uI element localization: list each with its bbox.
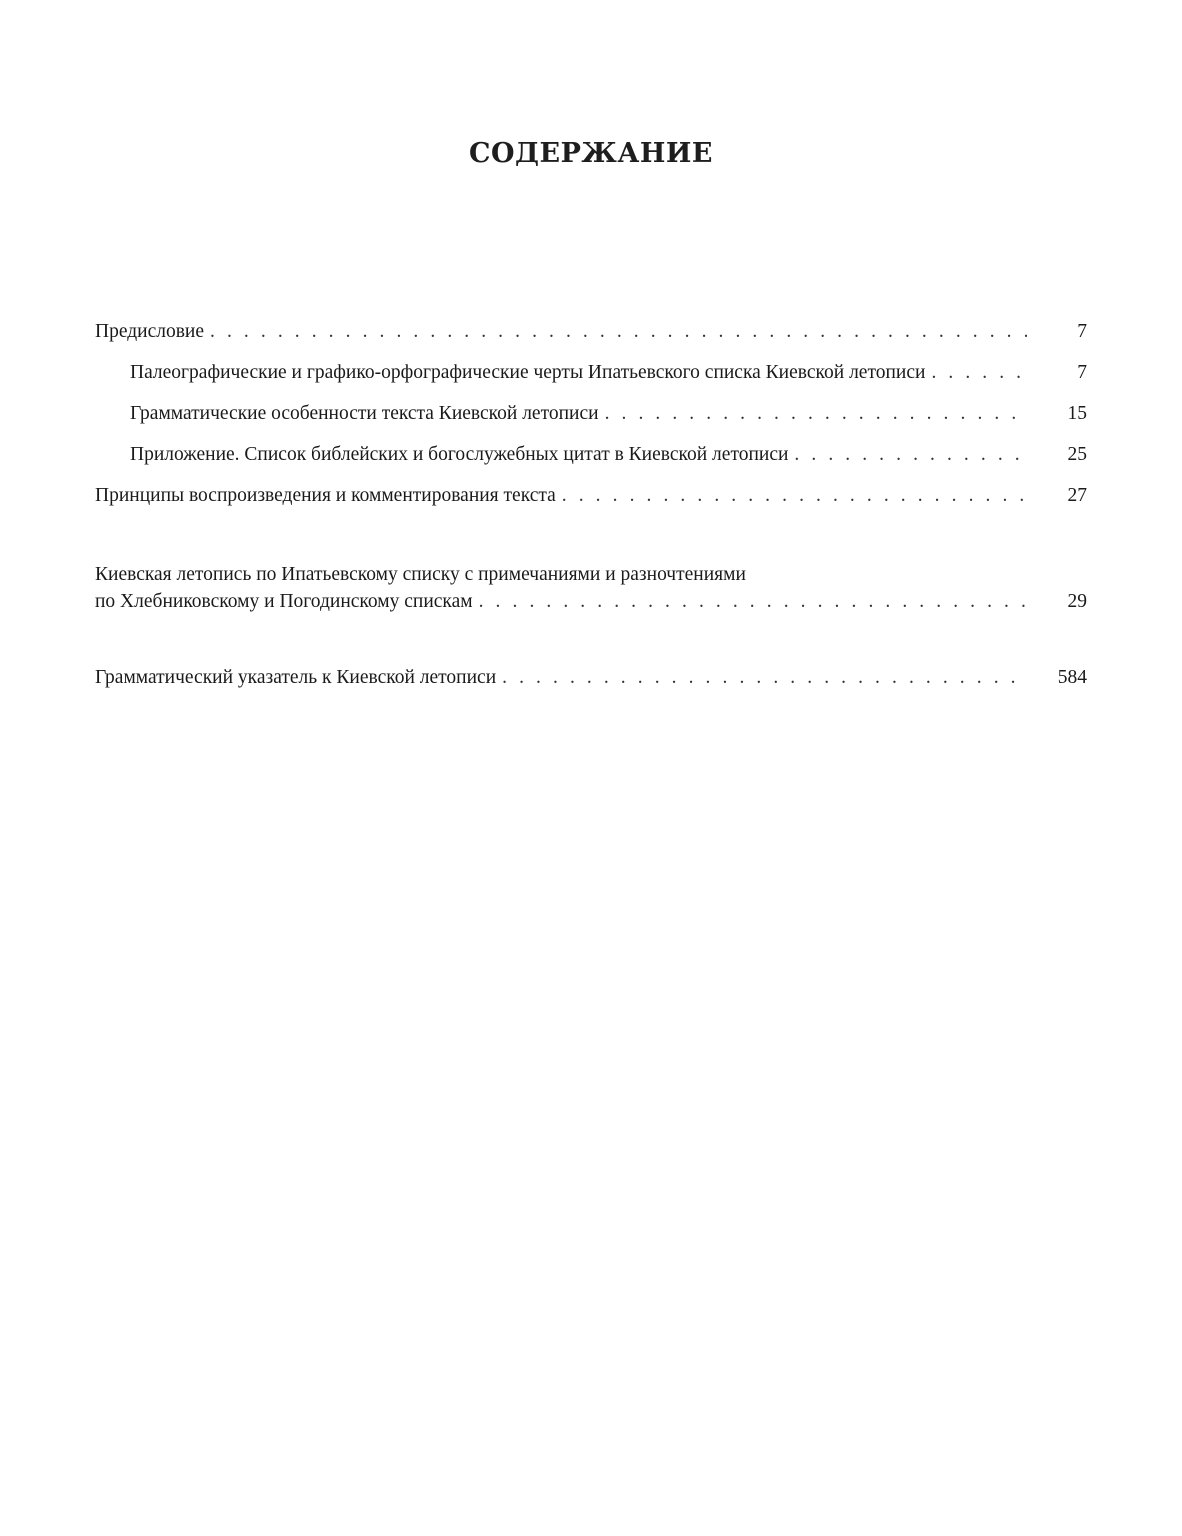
- dot-leader: [502, 664, 1027, 692]
- toc-entry-principles[interactable]: [95, 482, 1087, 510]
- dot-leader: [210, 318, 1027, 346]
- toc-entry-paleography[interactable]: [130, 359, 1087, 387]
- toc-page-number: 7: [1077, 362, 1087, 383]
- dot-leader: [931, 359, 1027, 387]
- toc-page-number: 27: [1067, 485, 1087, 506]
- toc-entry-grammar-features[interactable]: [130, 400, 1087, 428]
- toc-entry-title: Грамматические особенности текста Киевской летописи: [130, 403, 599, 424]
- toc-entry-grammar-index[interactable]: [95, 664, 1087, 692]
- dot-leader: [794, 441, 1027, 469]
- page-title: СОДЕРЖАНИЕ: [469, 138, 713, 169]
- toc-entry-appendix[interactable]: [130, 441, 1087, 469]
- toc-page-number: 29: [1067, 591, 1087, 612]
- dot-leader: [479, 588, 1027, 616]
- dot-leader: [562, 482, 1027, 510]
- toc-entry-chronicle-text[interactable]: [95, 561, 1087, 616]
- toc-page-number: 584: [1057, 667, 1087, 688]
- toc-page-number: 25: [1067, 444, 1087, 465]
- toc-entry-title-line1: Киевская летопись по Ипатьевскому списку с примечаниями и разночтениями: [95, 564, 746, 585]
- toc-entry-title: Грамматический указатель к Киевской летописи: [95, 667, 497, 688]
- toc-entry-title: Приложение. Список библейских и богослужебных цитат в Киевской летописи: [130, 444, 789, 465]
- toc-page-number: 7: [1077, 321, 1087, 342]
- toc-entry-title: Принципы воспроизведения и комментирования текста: [95, 485, 556, 506]
- toc-entry-title-line2: по Хлебниковскому и Погодинскому спискам: [95, 591, 473, 612]
- toc-page-number: 15: [1067, 403, 1087, 424]
- dot-leader: [605, 400, 1027, 428]
- toc-entry-title: Предисловие: [95, 321, 205, 342]
- toc-entry-title: Палеографические и графико-орфографические черты Ипатьевского списка Киевской летописи: [130, 362, 926, 383]
- toc-entry-preface[interactable]: [95, 318, 1087, 346]
